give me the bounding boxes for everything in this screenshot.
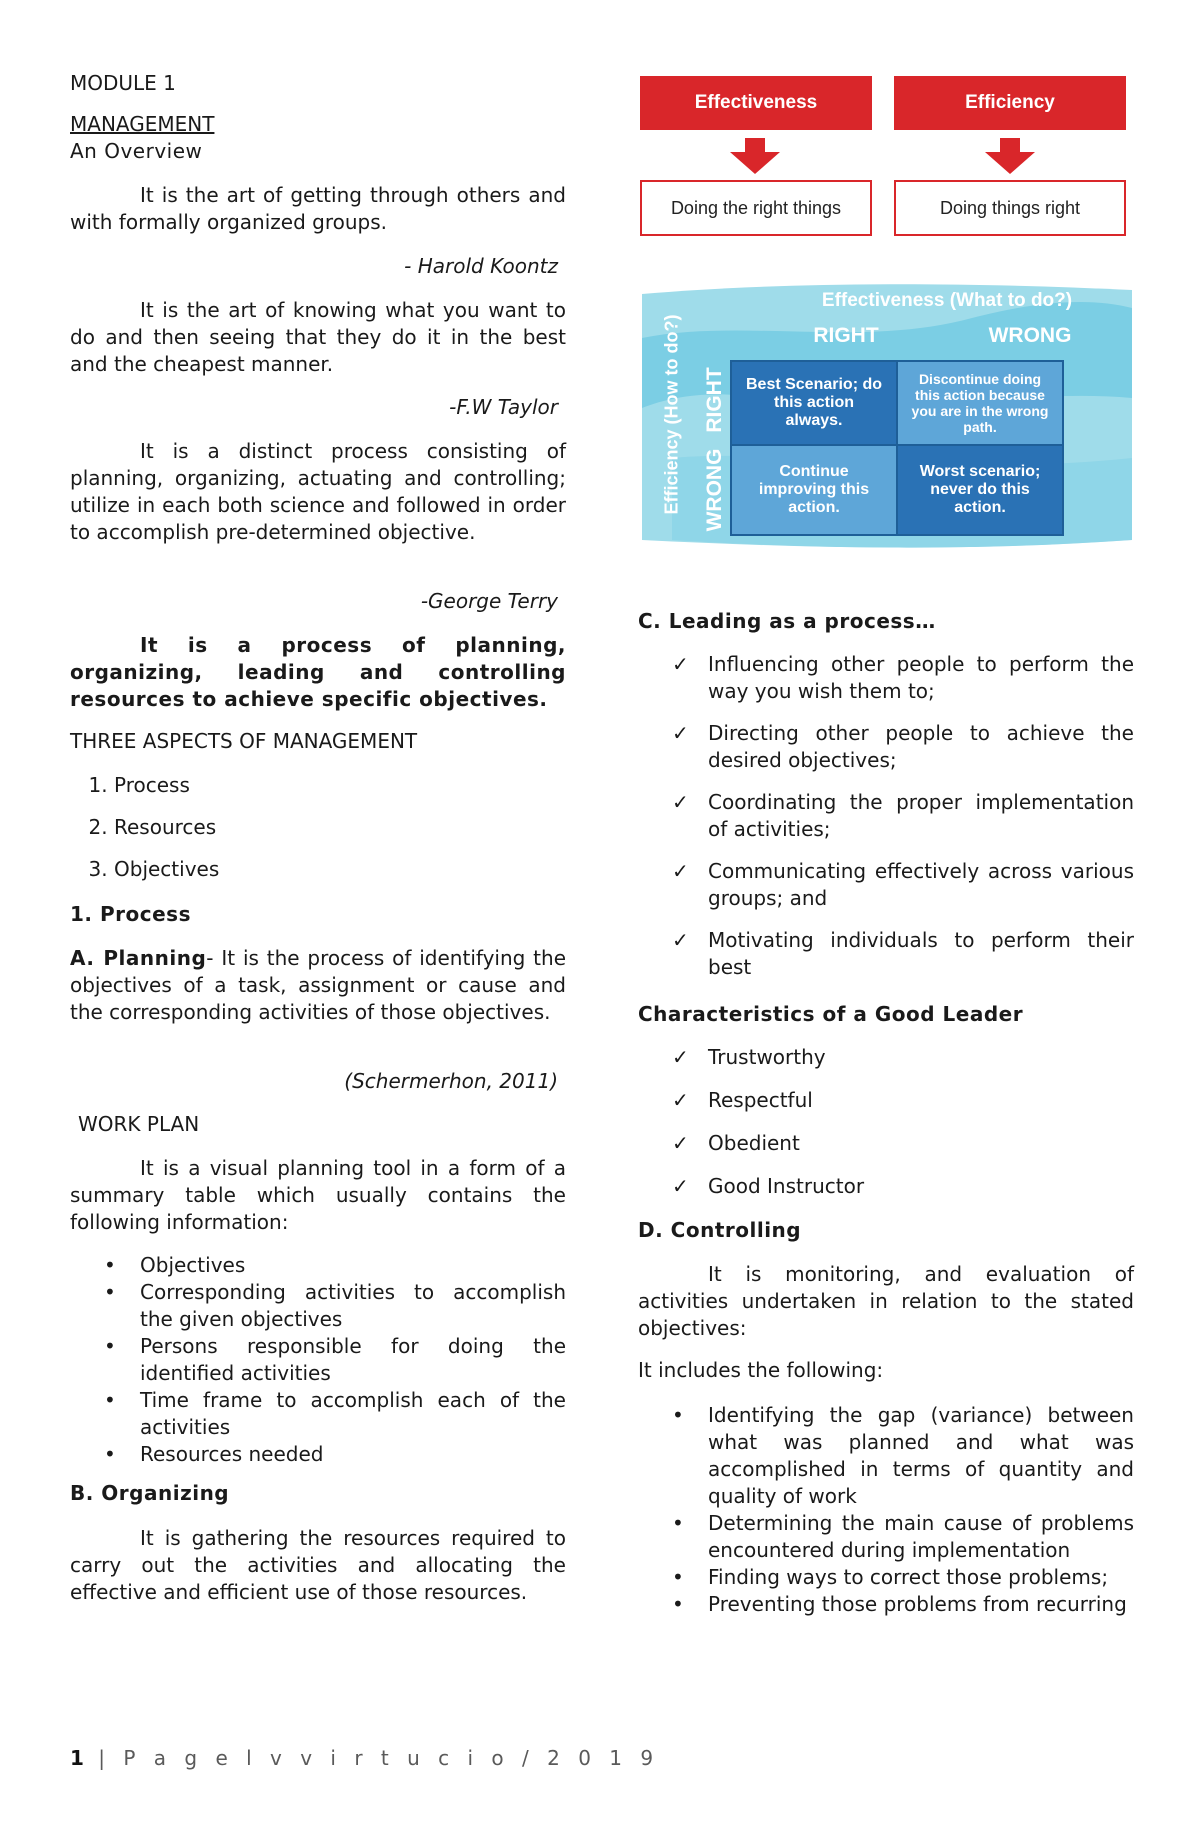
- check-icon: ✓: [672, 652, 689, 676]
- planning-text: - It is the process of identifying the objectives of a task, assignment or cause and the corresponding activities of those objectives.: [70, 946, 566, 1024]
- check-icon: ✓: [672, 721, 689, 745]
- aspect-item: 1. Process: [114, 772, 566, 799]
- organizing-text: It is gathering the resources required to carry out the activities and allocating the effective and efficient use of those resources.: [70, 1526, 566, 1604]
- planning-paragraph: [70, 945, 566, 1026]
- check-icon: ✓: [672, 790, 689, 814]
- workplan-list: [70, 1252, 566, 1468]
- leader-list: [638, 1044, 1134, 1200]
- list-item: ✓ Obedient: [672, 1131, 800, 1155]
- organizing-heading: B. Organizing: [70, 1481, 230, 1505]
- module-label: MODULE 1: [70, 71, 176, 95]
- definition-taylor: It is the art of knowing what you want to do and then seeing that they do it in the best and the cheapest manner.: [70, 298, 566, 376]
- list-item: • Finding ways to correct those problems;: [672, 1565, 1109, 1589]
- list-item: • Identifying the gap (variance) between what was planned and what was accomplished in terms of quantity and quality of work: [672, 1403, 1134, 1508]
- list-item: ✓ Motivating individuals to perform their best: [672, 928, 1134, 979]
- list-item: ✓ Trustworthy: [672, 1045, 826, 1069]
- includes-label: It includes the following:: [638, 1358, 884, 1382]
- controlling-heading: D. Controlling: [638, 1218, 802, 1242]
- leading-heading: C. Leading as a process…: [638, 609, 936, 633]
- check-icon: ✓: [672, 1088, 689, 1112]
- controlling-list: [638, 1402, 1134, 1618]
- list-item: ✓ Communicating effectively across various groups; and: [672, 859, 1134, 910]
- list-item: • Determining the main cause of problems encountered during implementation: [672, 1511, 1134, 1562]
- author-taylor: -F.W Taylor: [449, 395, 558, 419]
- check-icon: ✓: [672, 859, 689, 883]
- author-koontz: - Harold Koontz: [404, 254, 558, 278]
- list-item: • Resources needed: [104, 1442, 324, 1466]
- leading-list: [638, 651, 1134, 981]
- effectiveness-description: Doing the right things: [640, 180, 872, 236]
- effectiveness-box: Effectiveness: [640, 76, 872, 130]
- process-heading: 1. Process: [70, 902, 191, 926]
- list-item: • Persons responsible for doing the identified activities: [104, 1334, 566, 1385]
- effectiveness-axis-title: Effectiveness (What to do?): [821, 290, 1073, 311]
- list-item: • Time frame to accomplish each of the activities: [104, 1388, 566, 1439]
- matrix-cell-continue: Continue improving this action.: [730, 444, 898, 536]
- list-item: • Objectives: [104, 1253, 246, 1277]
- definition-summary: It is a process of planning, organizing, leading and controlling resources to achieve specific objectives.: [70, 633, 566, 711]
- column-label-right: RIGHT: [813, 324, 879, 347]
- workplan-text: It is a visual planning tool in a form of a summary table which usually contains the following information:: [70, 1156, 566, 1234]
- aspects-list: [70, 772, 566, 898]
- list-item: ✓ Directing other people to achieve the desired objectives;: [672, 721, 1134, 772]
- aspects-heading: THREE ASPECTS OF MANAGEMENT: [70, 729, 418, 753]
- matrix-cell-discontinue: Discontinue doing this action because you are in the wrong path.: [896, 360, 1064, 446]
- leader-heading: Characteristics of a Good Leader: [638, 1002, 1024, 1026]
- matrix-cell-best: Best Scenario; do this action always.: [730, 360, 898, 446]
- check-icon: ✓: [672, 1131, 689, 1155]
- efficiency-axis-title: Efficiency (How to do?): [661, 314, 682, 515]
- efficiency-box: Efficiency: [894, 76, 1126, 130]
- down-arrow-icon: [985, 138, 1035, 174]
- column-label-wrong: WRONG: [988, 324, 1072, 347]
- planning-label: A. Planning: [70, 946, 207, 970]
- check-icon: ✓: [672, 1045, 689, 1069]
- list-item: ✓ Good Instructor: [672, 1174, 865, 1198]
- controlling-text: It is monitoring, and evaluation of activities undertaken in relation to the stated objectives:: [638, 1262, 1134, 1340]
- page-subtitle: An Overview: [70, 139, 203, 163]
- row-label-right: RIGHT: [703, 367, 726, 433]
- page-footer: [70, 1746, 659, 1770]
- effectiveness-efficiency-matrix: [642, 278, 1132, 552]
- planning-citation: (Schermerhon, 2011): [344, 1069, 558, 1093]
- page-title: MANAGEMENT: [70, 112, 215, 136]
- list-item: • Preventing those problems from recurring: [672, 1592, 1127, 1616]
- list-item: ✓ Coordinating the proper implementation of activities;: [672, 790, 1134, 841]
- row-label-wrong: WRONG: [703, 448, 726, 532]
- matrix-cell-worst: Worst scenario; never do this action.: [896, 444, 1064, 536]
- list-item: ✓ Influencing other people to perform the way you wish them to;: [672, 652, 1134, 703]
- definition-terry: It is a distinct process consisting of planning, organizing, actuating and controlling; utilize in each both science and followed in order to accomplish pre-determined objective.: [70, 439, 566, 544]
- list-item: • Corresponding activities to accomplish the given objectives: [104, 1280, 566, 1331]
- definition-koontz: It is the art of getting through others and with formally organized groups.: [70, 183, 566, 234]
- down-arrow-icon: [730, 138, 780, 174]
- author-terry: -George Terry: [420, 589, 558, 613]
- efficiency-description: Doing things right: [894, 180, 1126, 236]
- footer-text: | P a g e l v v i r t u c i o / 2 0 1 9: [98, 1746, 660, 1770]
- check-icon: ✓: [672, 928, 689, 952]
- aspect-item: 3. Objectives: [114, 856, 566, 883]
- check-icon: ✓: [672, 1174, 689, 1198]
- page-number: 1: [70, 1746, 86, 1770]
- list-item: ✓ Respectful: [672, 1088, 813, 1112]
- workplan-heading: WORK PLAN: [78, 1112, 200, 1136]
- aspect-item: 2. Resources: [114, 814, 566, 841]
